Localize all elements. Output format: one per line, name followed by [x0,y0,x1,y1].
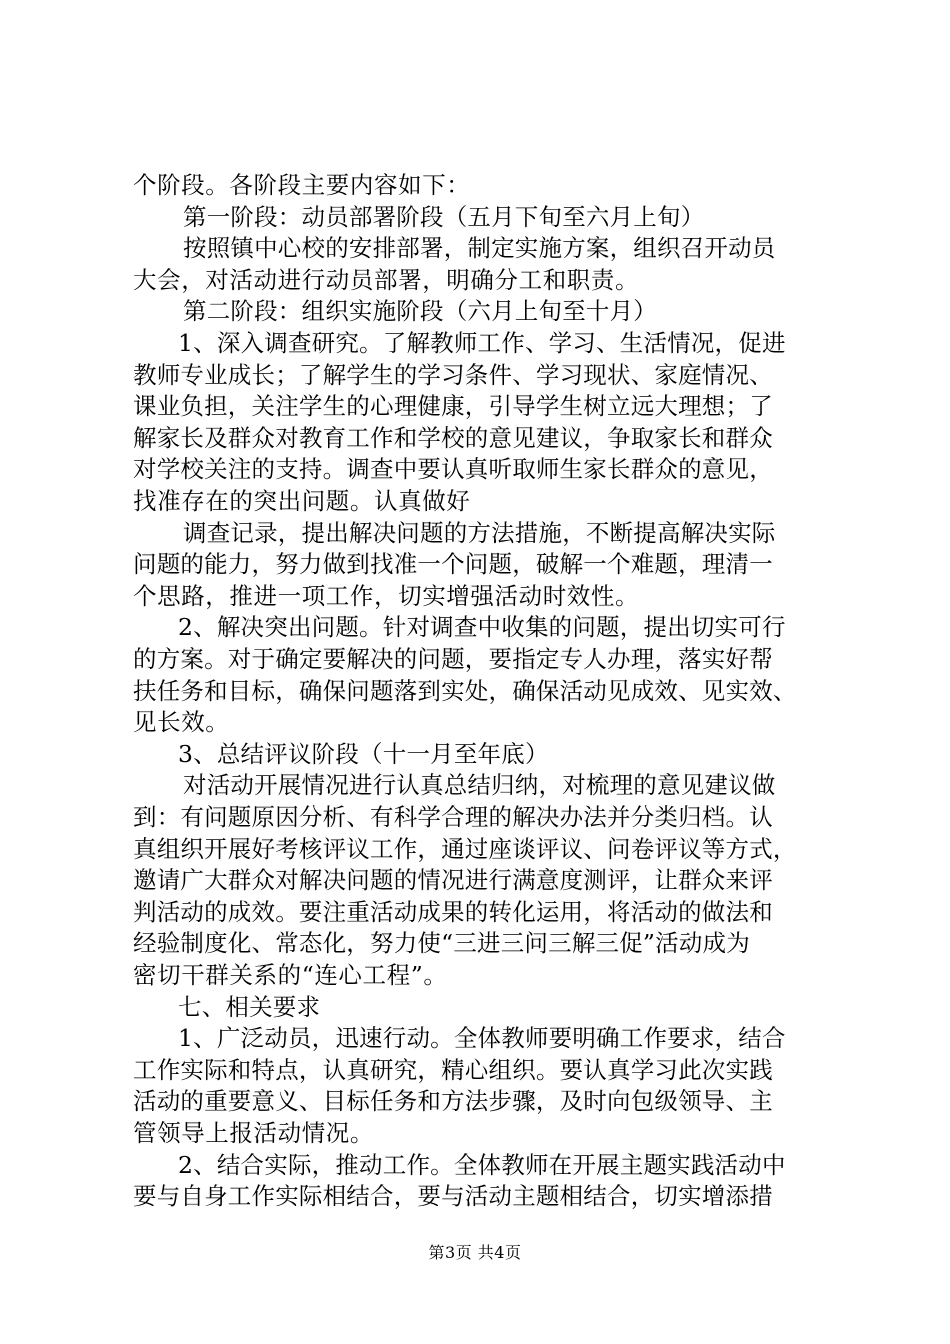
text-line: 教师专业成长；了解学生的学习条件、学习现状、家庭情况、 [133,361,773,389]
section-heading: 3、总结评议阶段（十一月至年底） [178,740,549,768]
text-line: 扶任务和目标，确保问题落到实处，确保活动见成效、见实效、 [133,677,797,705]
text-line: 1、广泛动员，迅速行动。全体教师要明确工作要求，结合 [178,1024,786,1052]
text-line: 真组织开展好考核评议工作，通过座谈评议、问卷评议等方式， [133,835,797,863]
text-line: 的方案。对于确定要解决的问题，要指定专人办理，落实好帮 [133,645,773,673]
text-line: 工作实际和特点，认真研究，精心组织。要认真学习此次实践 [133,1056,773,1084]
text-line: 大会，对活动进行动员部署，明确分工和职责。 [133,266,640,294]
text-line: 管领导上报活动情况。 [133,1119,374,1147]
text-line: 要与自身工作实际相结合，要与活动主题相结合，切实增添措 [133,1182,773,1210]
text-line: 2、结合实际，推动工作。全体教师在开展主题实践活动中 [178,1151,786,1179]
text-line: 解家长及群众对教育工作和学校的意见建议，争取家长和群众 [133,424,773,452]
text-line: 对活动开展情况进行认真总结归纳，对梳理的意见建议做 [183,771,776,799]
text-line: 按照镇中心校的安排部署，制定实施方案，组织召开动员 [183,234,776,262]
text-line: 2、解决突出问题。针对调查中收集的问题，提出切实可行 [178,613,786,641]
text-line: 1、深入调查研究。了解教师工作、学习、生活情况，促进 [178,329,786,357]
text-line: 对学校关注的支持。调查中要认真听取师生家长群众的意见， [133,455,773,483]
section-heading: 第二阶段：组织实施阶段（六月上旬至十月） [183,297,657,325]
section-heading: 七、相关要求 [178,993,321,1021]
page-footer: 第3页 共4页 [428,1243,522,1262]
text-line: 密切干群关系的“连心工程”。 [133,961,448,989]
text-line: 经验制度化、常态化，努力使“三进三问三解三促”活动成为 [133,929,750,957]
section-heading: 第一阶段：动员部署阶段（五月下旬至六月上旬） [183,203,705,231]
text-line: 邀请广大群众对解决问题的情况进行满意度测评，让群众来评 [133,866,773,894]
text-line: 判活动的成效。要注重活动成果的转化运用，将活动的做法和 [133,898,773,926]
text-line: 到：有问题原因分析、有科学合理的解决办法并分类归档。认 [133,803,773,831]
text-line: 找准存在的突出问题。认真做好 [133,487,471,515]
text-line: 活动的重要意义、目标任务和方法步骤，及时向包级领导、主 [133,1087,773,1115]
text-line: 调查记录，提出解决问题的方法措施，不断提高解决实际 [183,519,776,547]
text-line: 见长效。 [133,708,230,736]
text-line: 课业负担，关注学生的心理健康，引导学生树立远大理想；了 [133,392,773,420]
text-line: 个思路，推进一项工作，切实增强活动时效性。 [133,582,640,610]
text-line: 问题的能力，努力做到找准一个问题，破解一个难题，理清一 [133,550,773,578]
text-line: 个阶段。各阶段主要内容如下： [133,171,471,199]
